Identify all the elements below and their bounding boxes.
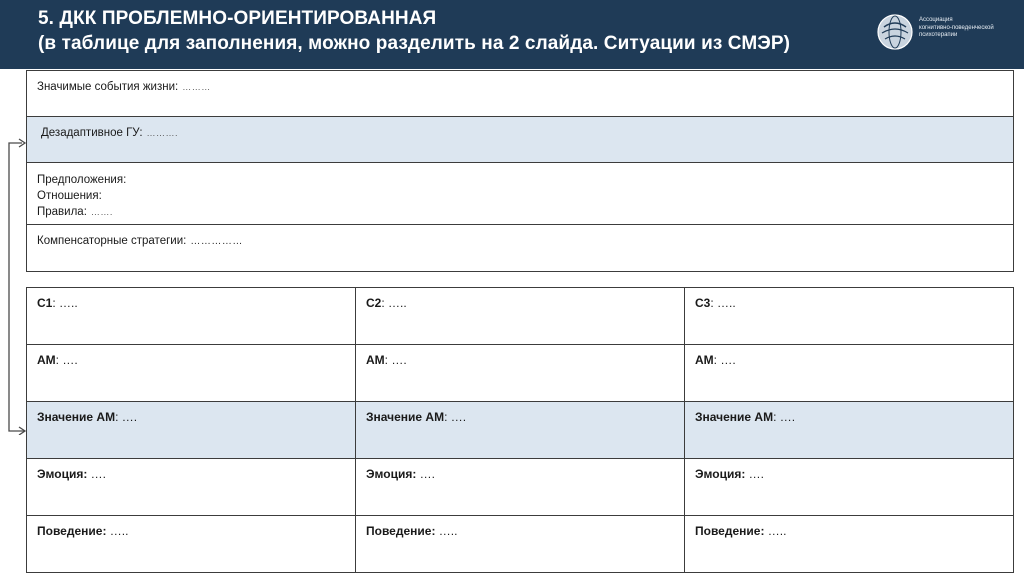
slide-title-line-1: 5. ДКК ПРОБЛЕМНО-ОРИЕНТИРОВАННАЯ xyxy=(38,8,437,29)
cell-placeholder: : …. xyxy=(773,410,796,424)
cell-label: С1 xyxy=(37,296,53,310)
association-name-line-2: когнитивно-поведенческой xyxy=(919,24,994,31)
cell-label: Эмоция: xyxy=(366,467,417,481)
table-row-automatic-thought xyxy=(27,345,1014,402)
table-row-situation xyxy=(27,288,1014,345)
cell-label: Эмоция: xyxy=(695,467,746,481)
attitudes-label: Отношения: xyxy=(37,190,102,202)
table-row-emotion xyxy=(27,459,1014,516)
cell-placeholder: : …. xyxy=(444,410,467,424)
cell-label: Поведение: xyxy=(366,524,436,538)
compensatory-strategies-placeholder: …………… xyxy=(190,236,243,247)
rules-label: Правила: xyxy=(37,206,87,218)
compensatory-strategies-box xyxy=(26,224,1014,272)
cell-placeholder: : …. xyxy=(55,353,78,367)
association-name-line-1: Ассоциация xyxy=(919,17,953,23)
cell-label: Поведение: xyxy=(37,524,107,538)
cell-placeholder: : …. xyxy=(115,410,138,424)
table-cell xyxy=(685,459,1014,516)
cell-placeholder: : …. xyxy=(384,353,407,367)
cell-label: С2 xyxy=(366,296,382,310)
table-cell xyxy=(27,402,356,459)
cell-placeholder: ….. xyxy=(764,524,787,538)
compensatory-strategies-label: Компенсаторные стратегии: xyxy=(37,235,187,247)
life-events-label: Значимые события жизни: xyxy=(37,81,179,93)
cell-placeholder: ….. xyxy=(106,524,129,538)
cell-label: С3 xyxy=(695,296,711,310)
life-events-placeholder: ……… xyxy=(182,82,211,92)
table-cell xyxy=(356,516,685,573)
maladaptive-belief-box xyxy=(26,116,1014,163)
table-cell xyxy=(356,345,685,402)
association-name xyxy=(919,17,1019,40)
cell-placeholder: : ….. xyxy=(381,296,407,310)
cell-label: АМ xyxy=(366,353,385,367)
cell-label: Эмоция: xyxy=(37,467,88,481)
table-cell xyxy=(356,402,685,459)
table-cell xyxy=(685,288,1014,345)
assumptions-box xyxy=(26,162,1014,225)
table-cell xyxy=(356,459,685,516)
cell-placeholder: …. xyxy=(87,467,107,481)
cell-label: Поведение: xyxy=(695,524,765,538)
table-cell xyxy=(685,402,1014,459)
association-logo-icon xyxy=(876,13,914,51)
cell-placeholder: : ….. xyxy=(52,296,78,310)
situations-table xyxy=(26,287,1014,573)
maladaptive-belief-placeholder: ………. xyxy=(146,128,179,138)
life-events-box xyxy=(26,70,1014,117)
table-cell xyxy=(356,288,685,345)
cell-placeholder: : ….. xyxy=(710,296,736,310)
association-name-line-3: психотерапии xyxy=(919,32,958,38)
table-row-meaning xyxy=(27,402,1014,459)
assumptions-label: Предположения: xyxy=(37,174,127,186)
connector-arrow-icon xyxy=(0,135,30,435)
cell-label: АМ xyxy=(37,353,56,367)
cell-label: Значение АМ xyxy=(366,410,445,424)
table-cell xyxy=(27,459,356,516)
rules-placeholder: ……. xyxy=(90,207,113,217)
table-cell xyxy=(27,345,356,402)
cell-placeholder: …. xyxy=(416,467,436,481)
cell-label: Значение АМ xyxy=(695,410,774,424)
table-cell xyxy=(685,345,1014,402)
slide-header xyxy=(0,0,1024,69)
cell-placeholder: …. xyxy=(745,467,765,481)
table-cell xyxy=(27,516,356,573)
maladaptive-belief-label: Дезадаптивное ГУ: xyxy=(41,127,143,139)
cell-placeholder: ….. xyxy=(435,524,458,538)
table-cell xyxy=(27,288,356,345)
cell-placeholder: : …. xyxy=(713,353,736,367)
cell-label: Значение АМ xyxy=(37,410,116,424)
table-row-behavior xyxy=(27,516,1014,573)
table-cell xyxy=(685,516,1014,573)
slide-title-line-2: (в таблице для заполнения, можно разделить на 2 слайда. Ситуации из СМЭР) xyxy=(38,33,791,54)
cell-label: АМ xyxy=(695,353,714,367)
